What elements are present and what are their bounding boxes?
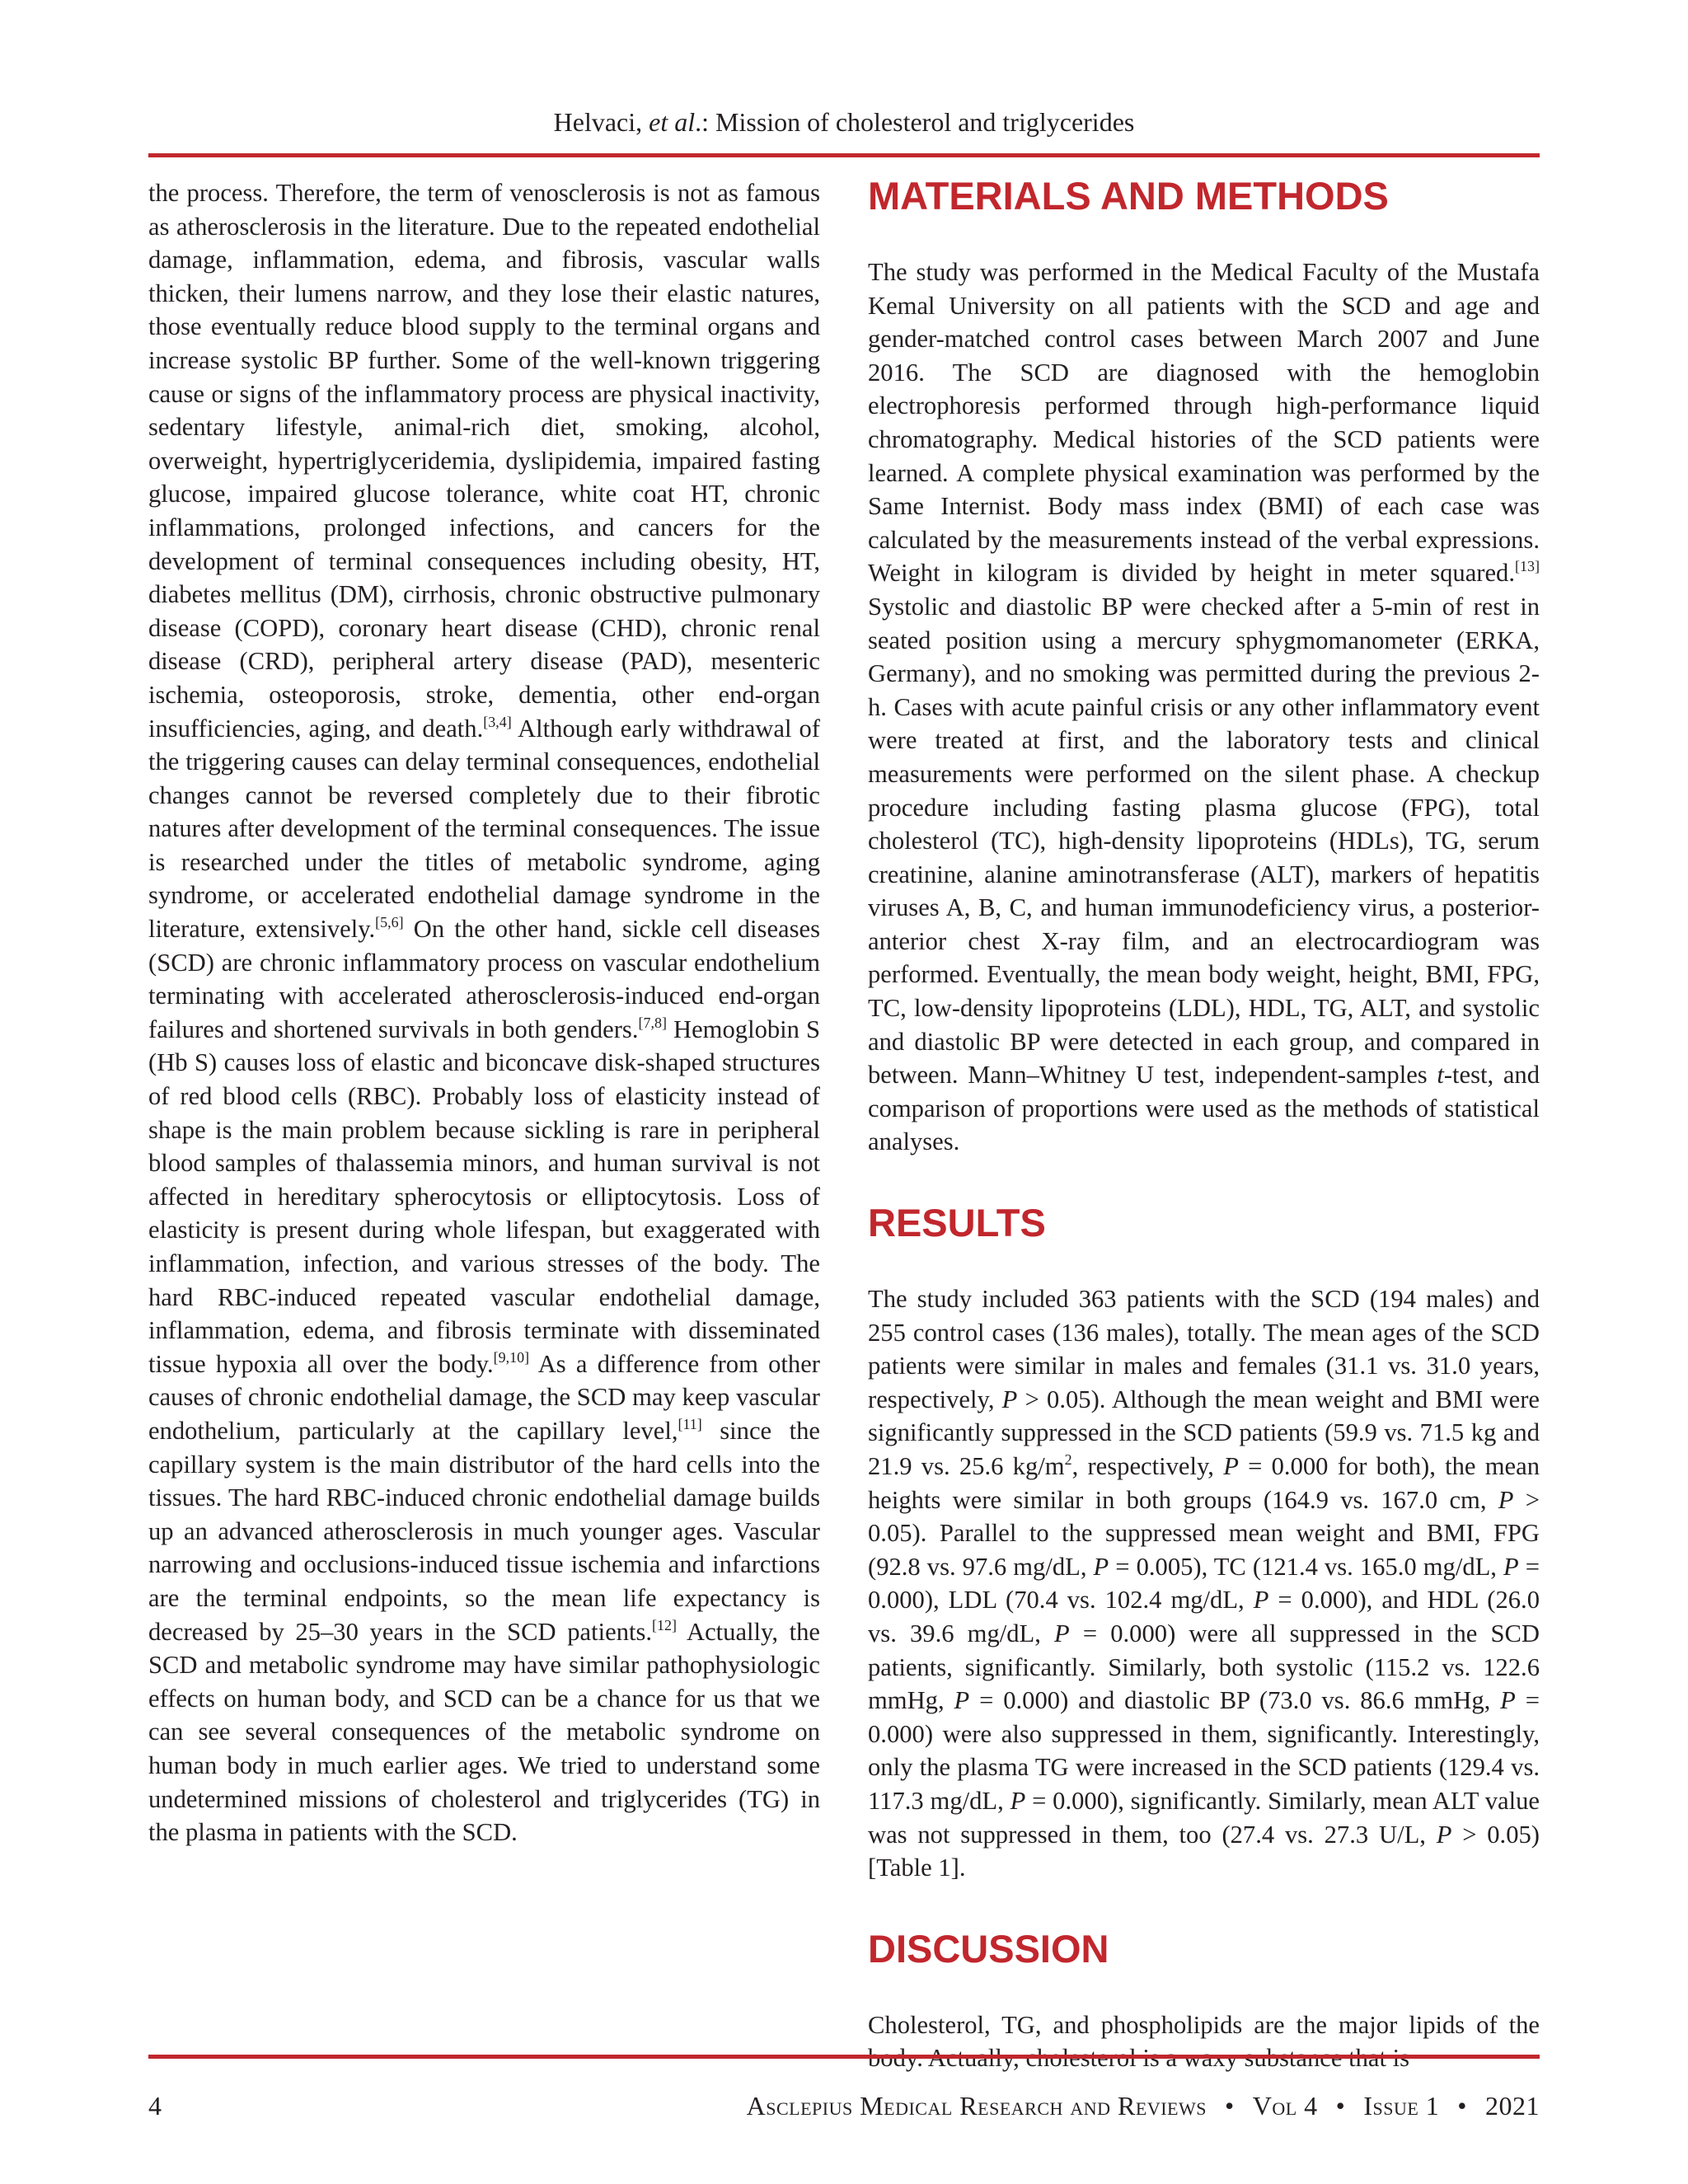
results-text: = 0.000) were also suppressed in them, significantly. Interestingly, only the plasma TG were increased in the SCD patients (129.4 vs. 117.3 mg/dL, <box>868 1686 1540 1815</box>
discussion-paragraph <box>868 2008 1540 2075</box>
left-text-segment: the process. Therefore, the term of venosclerosis is not as famous as atherosclerosis in the literature. Due to the repeated endothelial damage, inflammation, edema, and fibrosis, vascular walls thicken, their lumens narrow, and they lose their elastic natures, those eventually reduce blood supply to the terminal organs and increase systolic BP further. Some of the well-known triggering cause or signs of the inflammatory process are physical inactivity, sedentary lifestyle, animal-rich diet, smoking, alcohol, overweight, hypertriglyceridemia, dyslipidemia, impaired fasting glucose, impaired glucose tolerance, white coat HT, chronic inflammations, prolonged infections, and cancers for the development of terminal consequences including obesity, HT, diabetes mellitus (DM), cirrhosis, chronic obstructive pulmonary disease (COPD), coronary heart disease (CHD), chronic renal disease (CRD), peripheral artery disease (PAD), mesenteric ischemia, osteoporosis, stroke, dementia, other end-organ insufficiencies, aging, and death. <box>148 179 820 743</box>
journal-volume: Vol 4 <box>1252 2091 1318 2121</box>
left-text-segment: Although early withdrawal of the triggering causes can delay terminal consequences, endothelial changes cannot be reversed completely due to their fibrotic natures after development of the terminal consequences. The issue is researched under the titles of metabolic syndrome, aging syndrome, or accelerated endothelial damage syndrome in the literature, extensively. <box>148 714 820 944</box>
left-text-segment: On the other hand, sickle cell diseases (SCD) are chronic inflammatory process on vascular endothelium terminating with accelerated atherosclerosis-induced end-organ failures and shortened survivals in both genders. <box>148 915 820 1043</box>
results-text: = 0.000) were all suppressed in the SCD patients, significantly. Similarly, both systolic (115.2 vs. 122.6 mmHg, <box>868 1619 1540 1715</box>
p-value-symbol: P <box>1010 1786 1026 1815</box>
left-text-segment: Actually, the SCD and metabolic syndrome may have similar pathophysiologic effects on human body, and SCD can be a chance for us that we can see several consequences of the metabolic syndrome on human body in much earlier ages. We tried to understand some undetermined missions of cholesterol and triglycerides (TG) in the plasma in patients with the SCD. <box>148 1617 820 1847</box>
citation-ref[interactable]: [13] <box>1515 558 1540 575</box>
methods-text: -test, and comparison of proportions were used as the methods of statistical analyses. <box>868 1061 1540 1156</box>
journal-issue: Issue 1 <box>1363 2091 1440 2121</box>
results-text: = 0.005), TC (121.4 vs. 165.0 mg/dL, <box>1109 1552 1503 1581</box>
methods-text: The study was performed in the Medical Faculty of the Mustafa Kemal University on all patients with the SCD and age and gender-matched control cases between March 2007 and June 2016. The SCD are diagnosed with the hemoglobin electrophoresis performed through high-performance liquid chromatography. Medical histories of the SCD patients were learned. A complete physical examination was performed by the Same Internist. Body mass index (BMI) of each case was calculated by the measurements instead of the verbal expressions. Weight in kilogram is divided by height in meter squared. <box>868 258 1540 588</box>
p-value-symbol: P <box>1001 1385 1018 1413</box>
footer-rule <box>148 2055 1540 2059</box>
results-text: > 0.05). Although the mean weight and BMI were significantly suppressed in the SCD patients (59.9 vs. 71.5 kg and 21.9 vs. 25.6 kg/m <box>868 1385 1540 1480</box>
running-header <box>148 105 1540 138</box>
squared-superscript: 2 <box>1064 1451 1072 1468</box>
left-text-segment: since the capillary system is the main distributor of the hard cells into the tissues. The hard RBC-induced chronic endothelial damage builds up an advanced atherosclerosis in much younger ages. Vascular narrowing and occlusions-induced tissue ischemia and infarctions are the terminal endpoints, so the mean life expectancy is decreased by 25–30 years in the SCD patients. <box>148 1416 820 1646</box>
running-header-author: Helvaci, <box>553 107 649 137</box>
journal-footer <box>747 2089 1540 2122</box>
p-value-symbol: P <box>1500 1686 1516 1715</box>
p-value-symbol: P <box>1436 1820 1452 1849</box>
footer-bullet: • <box>1457 2091 1467 2121</box>
discussion-heading: DISCUSSION <box>868 1926 1109 1971</box>
footer-bullet: • <box>1335 2091 1346 2121</box>
left-text-segment: Hemoglobin S (Hb S) causes loss of elastic and biconcave disk-shaped structures of red blood cells (RBC). Probably loss of elasticity instead of shape is the main problem because sickling is rare in peripheral blood samples of thalassemia minors, and human survival is not affected in hereditary spherocytosis or elliptocytosis. Loss of elasticity is present during whole lifespan, but exaggerated with inflammation, infection, and various stresses of the body. The hard RBC-induced repeated vascular endothelial damage, inflammation, edema, and fibrosis terminate with disseminated tissue hypoxia all over the body. <box>148 1015 821 1378</box>
p-value-symbol: P <box>1503 1552 1519 1581</box>
citation-ref[interactable]: [12] <box>652 1616 678 1633</box>
p-value-symbol: P <box>1253 1586 1269 1615</box>
results-heading: RESULTS <box>868 1201 1046 1245</box>
citation-ref[interactable]: [9,10] <box>493 1348 530 1366</box>
methods-paragraph <box>868 255 1540 1159</box>
results-text: > 0.05) [Table 1]. <box>868 1820 1540 1882</box>
results-text: = 0.000 for both), the mean heights were similar in both groups (164.9 vs. 167.0 cm, <box>868 1452 1540 1514</box>
citation-ref[interactable]: [3,4] <box>483 713 512 730</box>
citation-ref[interactable]: [5,6] <box>375 914 404 931</box>
results-text: The study included 363 patients with the SCD (194 males) and 255 control cases (136 males), totally. The mean ages of the SCD patients were similar in males and females (31.1 vs. 31.0 years, respectively, <box>868 1285 1540 1413</box>
results-text: = 0.000) and diastolic BP (73.0 vs. 86.6 mmHg, <box>969 1686 1501 1715</box>
p-value-symbol: P <box>1498 1485 1514 1514</box>
p-value-symbol: P <box>954 1686 970 1715</box>
p-value-symbol: P <box>1223 1452 1239 1480</box>
results-text: = 0.000), significantly. Similarly, mean ALT value was not suppressed in them, too (27.4 vs. 27.3 U/L, <box>868 1786 1540 1849</box>
journal-name: Asclepius Medical Research and Reviews <box>746 2091 1207 2121</box>
running-header-et-al: et al <box>649 107 696 137</box>
discussion-text: Cholesterol, TG, and phospholipids are the major lipids of the <box>868 2010 1540 2039</box>
results-text: , respectively, <box>1071 1452 1224 1480</box>
running-header-title: Mission of cholesterol and triglycerides <box>715 107 1135 137</box>
methods-heading: MATERIALS AND METHODS <box>868 174 1389 218</box>
results-text: = 0.000), and HDL (26.0 vs. 39.6 mg/dL, <box>868 1586 1540 1647</box>
p-value-symbol: P <box>1054 1619 1070 1647</box>
results-text: > 0.05). Parallel to the suppressed mean weight and BMI, FPG (92.8 vs. 97.6 mg/dL, <box>868 1485 1540 1581</box>
footer-bullet: • <box>1225 2091 1235 2121</box>
t-test-italic: t <box>1437 1061 1444 1090</box>
left-column-text <box>148 176 820 1849</box>
page-number: 4 <box>148 2091 162 2121</box>
methods-text: Systolic and diastolic BP were checked after a 5-min of rest in seated position using a mercury sphygmomanometer (ERKA, Germany), and no smoking was permitted during the previous 2-h. Cases with acute painful crisis or any other inflammatory event were treated at first, and the laboratory tests and clinical measurements were performed on the silent phase. A checkup procedure including fasting plasma glucose (FPG), total cholesterol (TC), high-density lipoproteins (HDLs), TG, serum creatinine, alanine aminotransferase (ALT), markers of hepatitis viruses A, B, C, and human immunodeficiency virus, a posterior-anterior chest X-ray film, and an electrocardiogram was performed. Eventually, the mean body weight, height, BMI, FPG, TC, low-density lipoproteins (LDL), HDL, TG, ALT, and systolic and diastolic BP were detected in each group, and compared in between. Mann–Whitney U test, independent-samples <box>868 592 1540 1090</box>
running-header-separator: .: <box>695 107 716 137</box>
header-rule <box>148 153 1540 157</box>
right-column <box>868 173 1540 2075</box>
citation-ref[interactable]: [11] <box>678 1415 702 1432</box>
results-text: = 0.000), LDL (70.4 vs. 102.4 mg/dL, <box>868 1552 1540 1615</box>
left-text-segment: As a difference from other causes of chronic endothelial damage, the SCD may keep vascular endothelium, particularly at the capillary level, <box>148 1349 820 1445</box>
p-value-symbol: P <box>1093 1552 1109 1581</box>
citation-ref[interactable]: [7,8] <box>638 1014 667 1031</box>
results-paragraph <box>868 1282 1540 1885</box>
journal-year: 2021 <box>1485 2091 1540 2121</box>
